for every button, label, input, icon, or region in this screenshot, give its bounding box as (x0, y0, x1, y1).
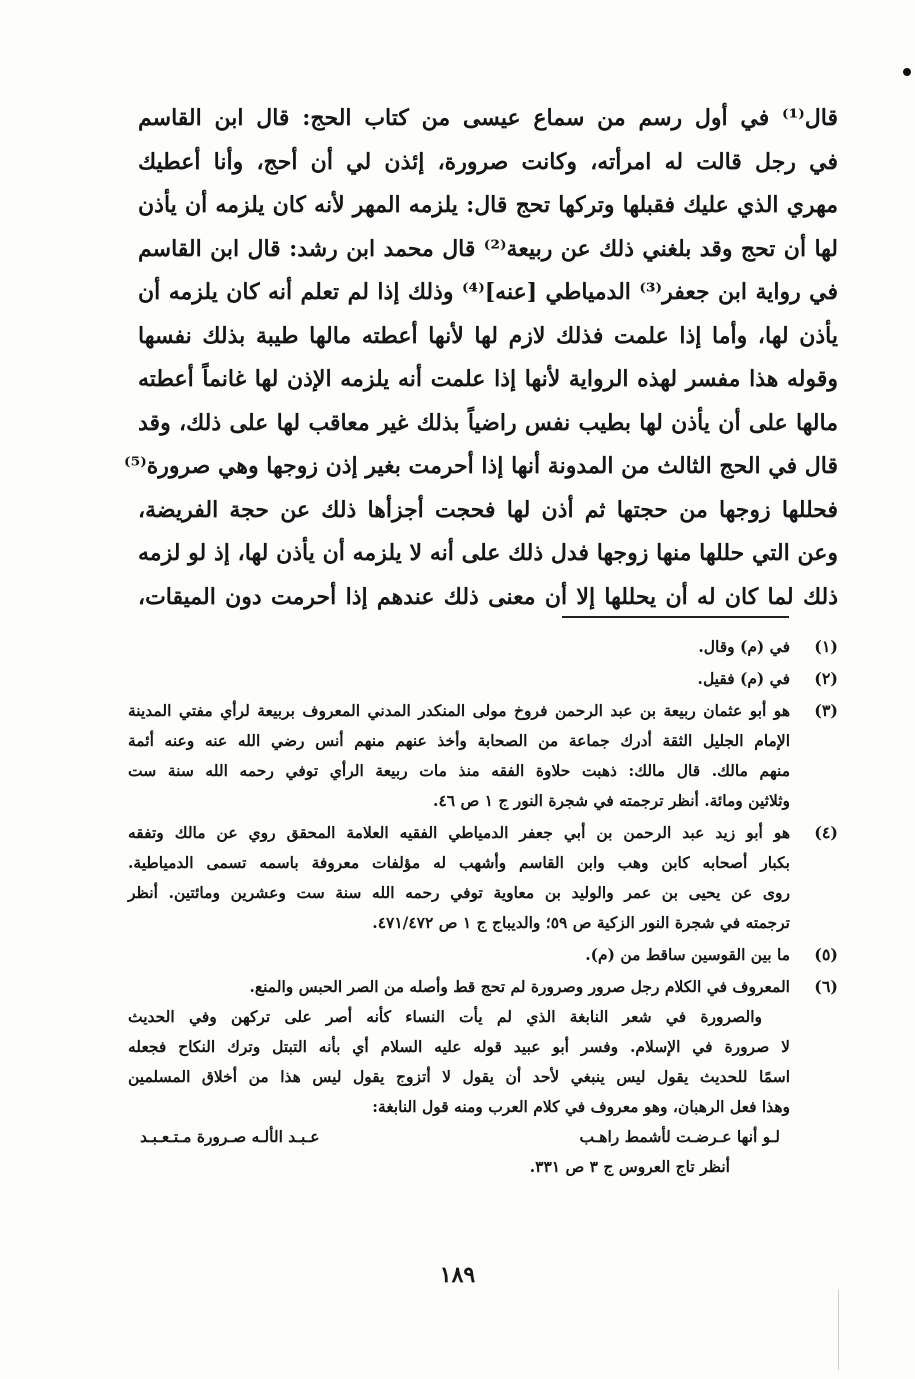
poem-verse (140, 1122, 780, 1152)
footnote-line: والصرورة في شعر النابغة الذي لم يأت النساء كأنه أصر على تركهن وفي الحديث (128, 1007, 762, 1026)
footnote-line: اسمًا للحديث يقول ليس ينبغي لأحد أن يقول لا أتزوج يقول ليس هذا من أخلاق المسلمين (128, 1067, 790, 1086)
footnote-5 (128, 940, 838, 970)
scan-artifact (838, 1290, 839, 1370)
footnote-source: أنظر تاج العروس ج ٣ ص ٣٣١. (529, 1157, 730, 1176)
footnotes-section (128, 632, 838, 1184)
verse-first-hemistich: لـو أنها عـرضـت لأشمط راهـب (579, 1127, 780, 1146)
footnote-6 (128, 972, 838, 1182)
footnote-4 (128, 818, 838, 938)
footnote-line: في (م) فقيل. (697, 669, 790, 688)
footnote-number: (٣) (814, 701, 838, 720)
verse-second-hemistich: عـبـد الألـه صـرورة مـتـعـبـد (140, 1127, 320, 1146)
footnote-line: هو أبو عثمان ربيعة بن عبد الرحمن فروخ مولى المنكدر المدني المعروف بربيعة لرأي مفتي المدينة (128, 701, 790, 720)
scan-edge-mark (903, 68, 911, 76)
footnote-number: (١) (814, 637, 838, 656)
footnote-number: (٦) (814, 977, 838, 996)
footnote-separator (562, 616, 789, 618)
body-line: وقوله هذا مفسر لهذه الرواية لأنها إذا علمت أنه يلزمه الإذن لها غانماً أعطته (138, 366, 838, 392)
body-line: مالها على أن يأذن لها بطيب نفس راضياً بذلك غير معاقب لها على ذلك، وقد (138, 409, 838, 436)
footnote-line: بكبار أصحابه كابن وهب وابن القاسم وأشهب له مؤلفات معروفة باسمه تسمى الدمياطية. (128, 853, 790, 872)
page-number: ١٨٩ (439, 1262, 476, 1288)
body-line: وعن التي حللها منها زوجها فدل ذلك على أنه لا يلزمه أن يأذن لها، إذ لو لزمه (138, 540, 838, 566)
main-text-block (124, 97, 839, 619)
footnote-line: روى عن يحيى بن عمر والوليد بن معاوية توفي رحمه الله سنة ست وعشرين ومائتين. أنظر (128, 883, 790, 902)
footnote-line: المعروف في الكلام رجل صرور وصرورة لم تحج قط وأصله من الصر الحبس والمنع. (249, 977, 790, 996)
body-line: في رجل قالت له امرأته، وكانت صرورة، إئذن لي أن أحج، وأنا أعطيك (138, 148, 838, 175)
body-line: ذلك لما كان له أن يحللها إلا أن معنى ذلك عندهم إذا أحرمت دون الميقات، (138, 583, 838, 610)
body-line: فحللها زوجها من حجتها ثم أذن لها فحجت أجزأها ذلك عن حجة الفريضة، (138, 496, 838, 523)
footnote-number: (٥) (814, 945, 838, 964)
body-line: في رواية ابن جعفر⁽³⁾ الدمياطي [عنه]⁽⁴⁾ وذلك إذا لم تعلم أنه كان يلزمه أن (138, 279, 839, 305)
footnote-number: (٢) (814, 669, 838, 688)
footnote-line: هو أبو زيد عبد الرحمن بن أبي جعفر الدمياطي الفقيه العلامة المحقق روي عن مالك وتفقه (128, 823, 790, 842)
footnote-number: (٤) (814, 823, 838, 842)
footnote-2 (128, 664, 838, 694)
body-line: قال⁽¹⁾ في أول رسم من سماع عيسى من كتاب الحج: قال ابن القاسم (138, 105, 838, 131)
footnote-line: لا صرورة في الإسلام. وفسر أبو عبيد قوله عليه السلام أي بأنه التبتل وترك النكاح فجعله (128, 1037, 790, 1056)
body-line: لها أن تحج وقد بلغني ذلك عن ربيعة⁽²⁾ قال محمد ابن رشد: قال ابن القاسم (138, 235, 838, 262)
footnote-line: الإمام الجليل الثقة أدرك جماعة من الصحابة وأخذ عنهم منهم أنس رضي الله عنه وعنه أئمة (128, 731, 790, 750)
footnote-line: ما بين القوسين ساقط من (م). (585, 945, 790, 964)
footnote-line: وثلاثين ومائة. أنظر ترجمته في شجرة النور ج ١ ص ٤٦. (433, 791, 790, 810)
footnote-line: منهم مالك. قال مالك: ذهبت حلاوة الفقه منذ مات ربيعة الرأي توفي رحمه الله سنة ست (128, 761, 790, 780)
footnote-line: وهذا فعل الرهبان، وهو معروف في كلام العرب ومنه قول النابغة: (372, 1097, 790, 1116)
footnote-1 (128, 632, 838, 662)
footnote-line: ترجمته في شجرة النور الزكية ص ٥٩؛ والديباج ج ١ ص ٤٧١/٤٧٢. (372, 913, 790, 932)
body-line: قال في الحج الثالث من المدونة أنها إذا أحرمت بغير إذن زوجها وهي صرورة⁽⁵⁾ (124, 453, 838, 479)
footnote-line: في (م) وقال. (698, 637, 790, 656)
body-line: مهري الذي عليك فقبلها وتركها تحج قال: يلزمه المهر لأنه كان يلزمه أن يأذن (138, 192, 838, 218)
body-line: يأذن لها، وأما إذا علمت فذلك لازم لها لأنها أعطته مالها طيبة بذلك نفسها (138, 322, 838, 349)
footnote-3 (128, 696, 838, 816)
